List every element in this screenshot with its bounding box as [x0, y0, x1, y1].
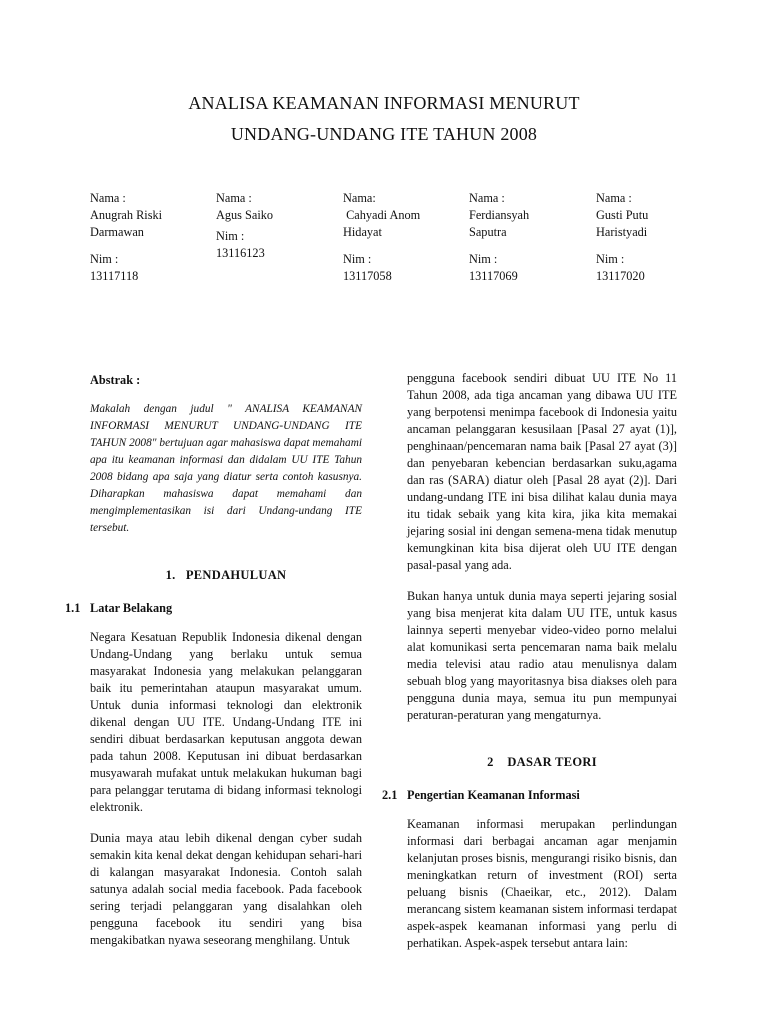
author-block [216, 190, 334, 262]
paragraph: Negara Kesatuan Republik Indonesia dikenal dengan Undang-Undang yang berlaku untuk semua masyarakat Indonesia yang melakukan pelanggaran baik itu pemerintahan ataupun masyarakat umum. Untuk dunia informasi teknologi dan elektronik dikenal dengan UU ITE. Undang-Undang ITE ini sendiri dibuat berdasarkan keputusan anggota dewan pada tahun 2008. Keputusan ini dibuat berdasarkan musyawarah mufakat untuk melakukan hukuman bagi para pelanggar terutama di bidang informasi teknologi elektronik. [90, 630, 362, 814]
author-name: Gusti Putu [596, 208, 649, 222]
author-name: Anugrah Riski [90, 208, 163, 222]
section-title: PENDAHULUAN [185, 568, 287, 582]
section-title: Latar Belakang [90, 601, 173, 615]
section-title: DASAR TEORI [507, 755, 597, 769]
author-name-cont: Saputra [469, 225, 507, 239]
author-name-label: Nama : [90, 191, 126, 205]
paragraph: Dunia maya atau lebih dikenal dengan cyber sudah semakin kita kenal dekat dengan kehidupan sehari-hari di kalangan masyarakat Indonesia. Contoh salah satunya adalah social media facebook. Pada facebook sering terjadi pelanggaran yang disalahkan oleh pengguna facebook itu sendiri yang bisa mengakibatkan nyawa seseorang menghilang. Untuk [90, 831, 362, 947]
section-number: 2 [487, 755, 494, 769]
author-name: Ferdiansyah [469, 208, 530, 222]
left-column [65, 372, 362, 949]
section-number: 1.1 [65, 601, 81, 615]
author-block [90, 190, 208, 285]
author-name: Agus Saiko [216, 208, 274, 222]
author-block [469, 190, 587, 285]
author-nim: 13117118 [90, 269, 139, 283]
section-2-heading [407, 754, 677, 771]
section-number: 1. [165, 568, 176, 582]
section-1-1-heading [65, 600, 362, 617]
author-block [596, 190, 714, 285]
section-1-heading [90, 567, 362, 584]
author-nim-label: Nim : [343, 252, 372, 266]
author-nim: 13117058 [343, 269, 392, 283]
author-name: Cahyadi Anom [343, 208, 421, 222]
section-number: 2.1 [382, 788, 398, 802]
author-name-cont: Darmawan [90, 225, 144, 239]
author-name-label: Nama : [469, 191, 505, 205]
paper-title-line-1: ANALISA KEAMANAN INFORMASI MENURUT [188, 93, 580, 113]
author-nim: 13117069 [469, 269, 518, 283]
abstract-heading: Abstrak : [90, 373, 141, 387]
author-name-label: Nama: [343, 191, 376, 205]
author-nim-label: Nim : [90, 252, 119, 266]
section-title: Pengertian Keamanan Informasi [407, 788, 580, 802]
abstract-text: Makalah dengan judul " ANALISA KEAMANAN INFORMASI MENURUT UNDANG-UNDANG ITE TAHUN 2008" bertujuan agar mahasiswa dapat memahami apa itu keamanan informasi dan didalam UU ITE Tahun 2008 bidang apa saja yang diatur serta contoh kasusnya. Diharapkan mahasiswa dapat memahami dan mengimplementasikan isi dari Undang-undang ITE tersebut. [90, 403, 362, 534]
author-nim-label: Nim : [596, 252, 625, 266]
author-nim: 13116123 [216, 246, 265, 260]
paragraph: pengguna facebook sendiri dibuat UU ITE No 11 Tahun 2008, ada tiga ancaman yang dibawa UU ITE yang berpotensi menimpa facebook di Indonesia yaitu ancaman pelanggaran kesusilaan [Pasal 27 ayat (1)], penghinaan/pencemaran nama baik [Pasal 27 ayat (3)] dan penyebaran kebencian berdasarkan suku,agama dan ras (SARA) diatur oleh [Pasal 28 ayat (2)]. Dari undang-undang ITE ini bisa dilihat kalau dunia maya itu tidak sebaik yang kita kira, jika kita memakai jejaring sosial ini dengan semena-mena tidak menutup kemungkinan kita bisa dijerat oleh UU ITE dengan pasal-pasal yang ada. [407, 371, 677, 572]
section-2-1-heading [382, 787, 677, 804]
author-name-cont: Hidayat [343, 225, 382, 239]
author-block [343, 190, 461, 285]
paragraph: Bukan hanya untuk dunia maya seperti jejaring sosial yang bisa menjerat kita dalam UU ITE, untuk kasus lainnya seperti menyebar video-video porno melalui alat komunikasi serta pencemaran nama baik melalu media televisi atau radio atau menulisnya dalam sebuah blog yang mayoritasnya bisa diakses oleh para pengguna dunia maya, semua itu pun mempunyai peraturan-peraturan yang mengaturnya. [407, 589, 677, 722]
author-nim: 13117020 [596, 269, 645, 283]
author-name-label: Nama : [596, 191, 632, 205]
author-name-cont: Haristyadi [596, 225, 648, 239]
paragraph: Keamanan informasi merupakan perlindungan informasi dari berbagai ancaman agar menjamin kelanjutan proses bisnis, mengurangi risiko bisnis, dan meningkatkan return of investment (ROI) serta peluang bisnis (Chaeikar, etc., 2012). Dalam merancang sistem keamanan sistem informasi terdapat aspek-aspek keamanan informasi yang perlu di perhatikan. Aspek-aspek tersebut antara lain: [407, 817, 677, 950]
author-name-label: Nama : [216, 191, 252, 205]
author-nim-label: Nim : [469, 252, 498, 266]
paper-title-line-2: UNDANG-UNDANG ITE TAHUN 2008 [230, 124, 538, 144]
right-column [382, 370, 677, 952]
author-nim-label: Nim : [216, 229, 245, 243]
